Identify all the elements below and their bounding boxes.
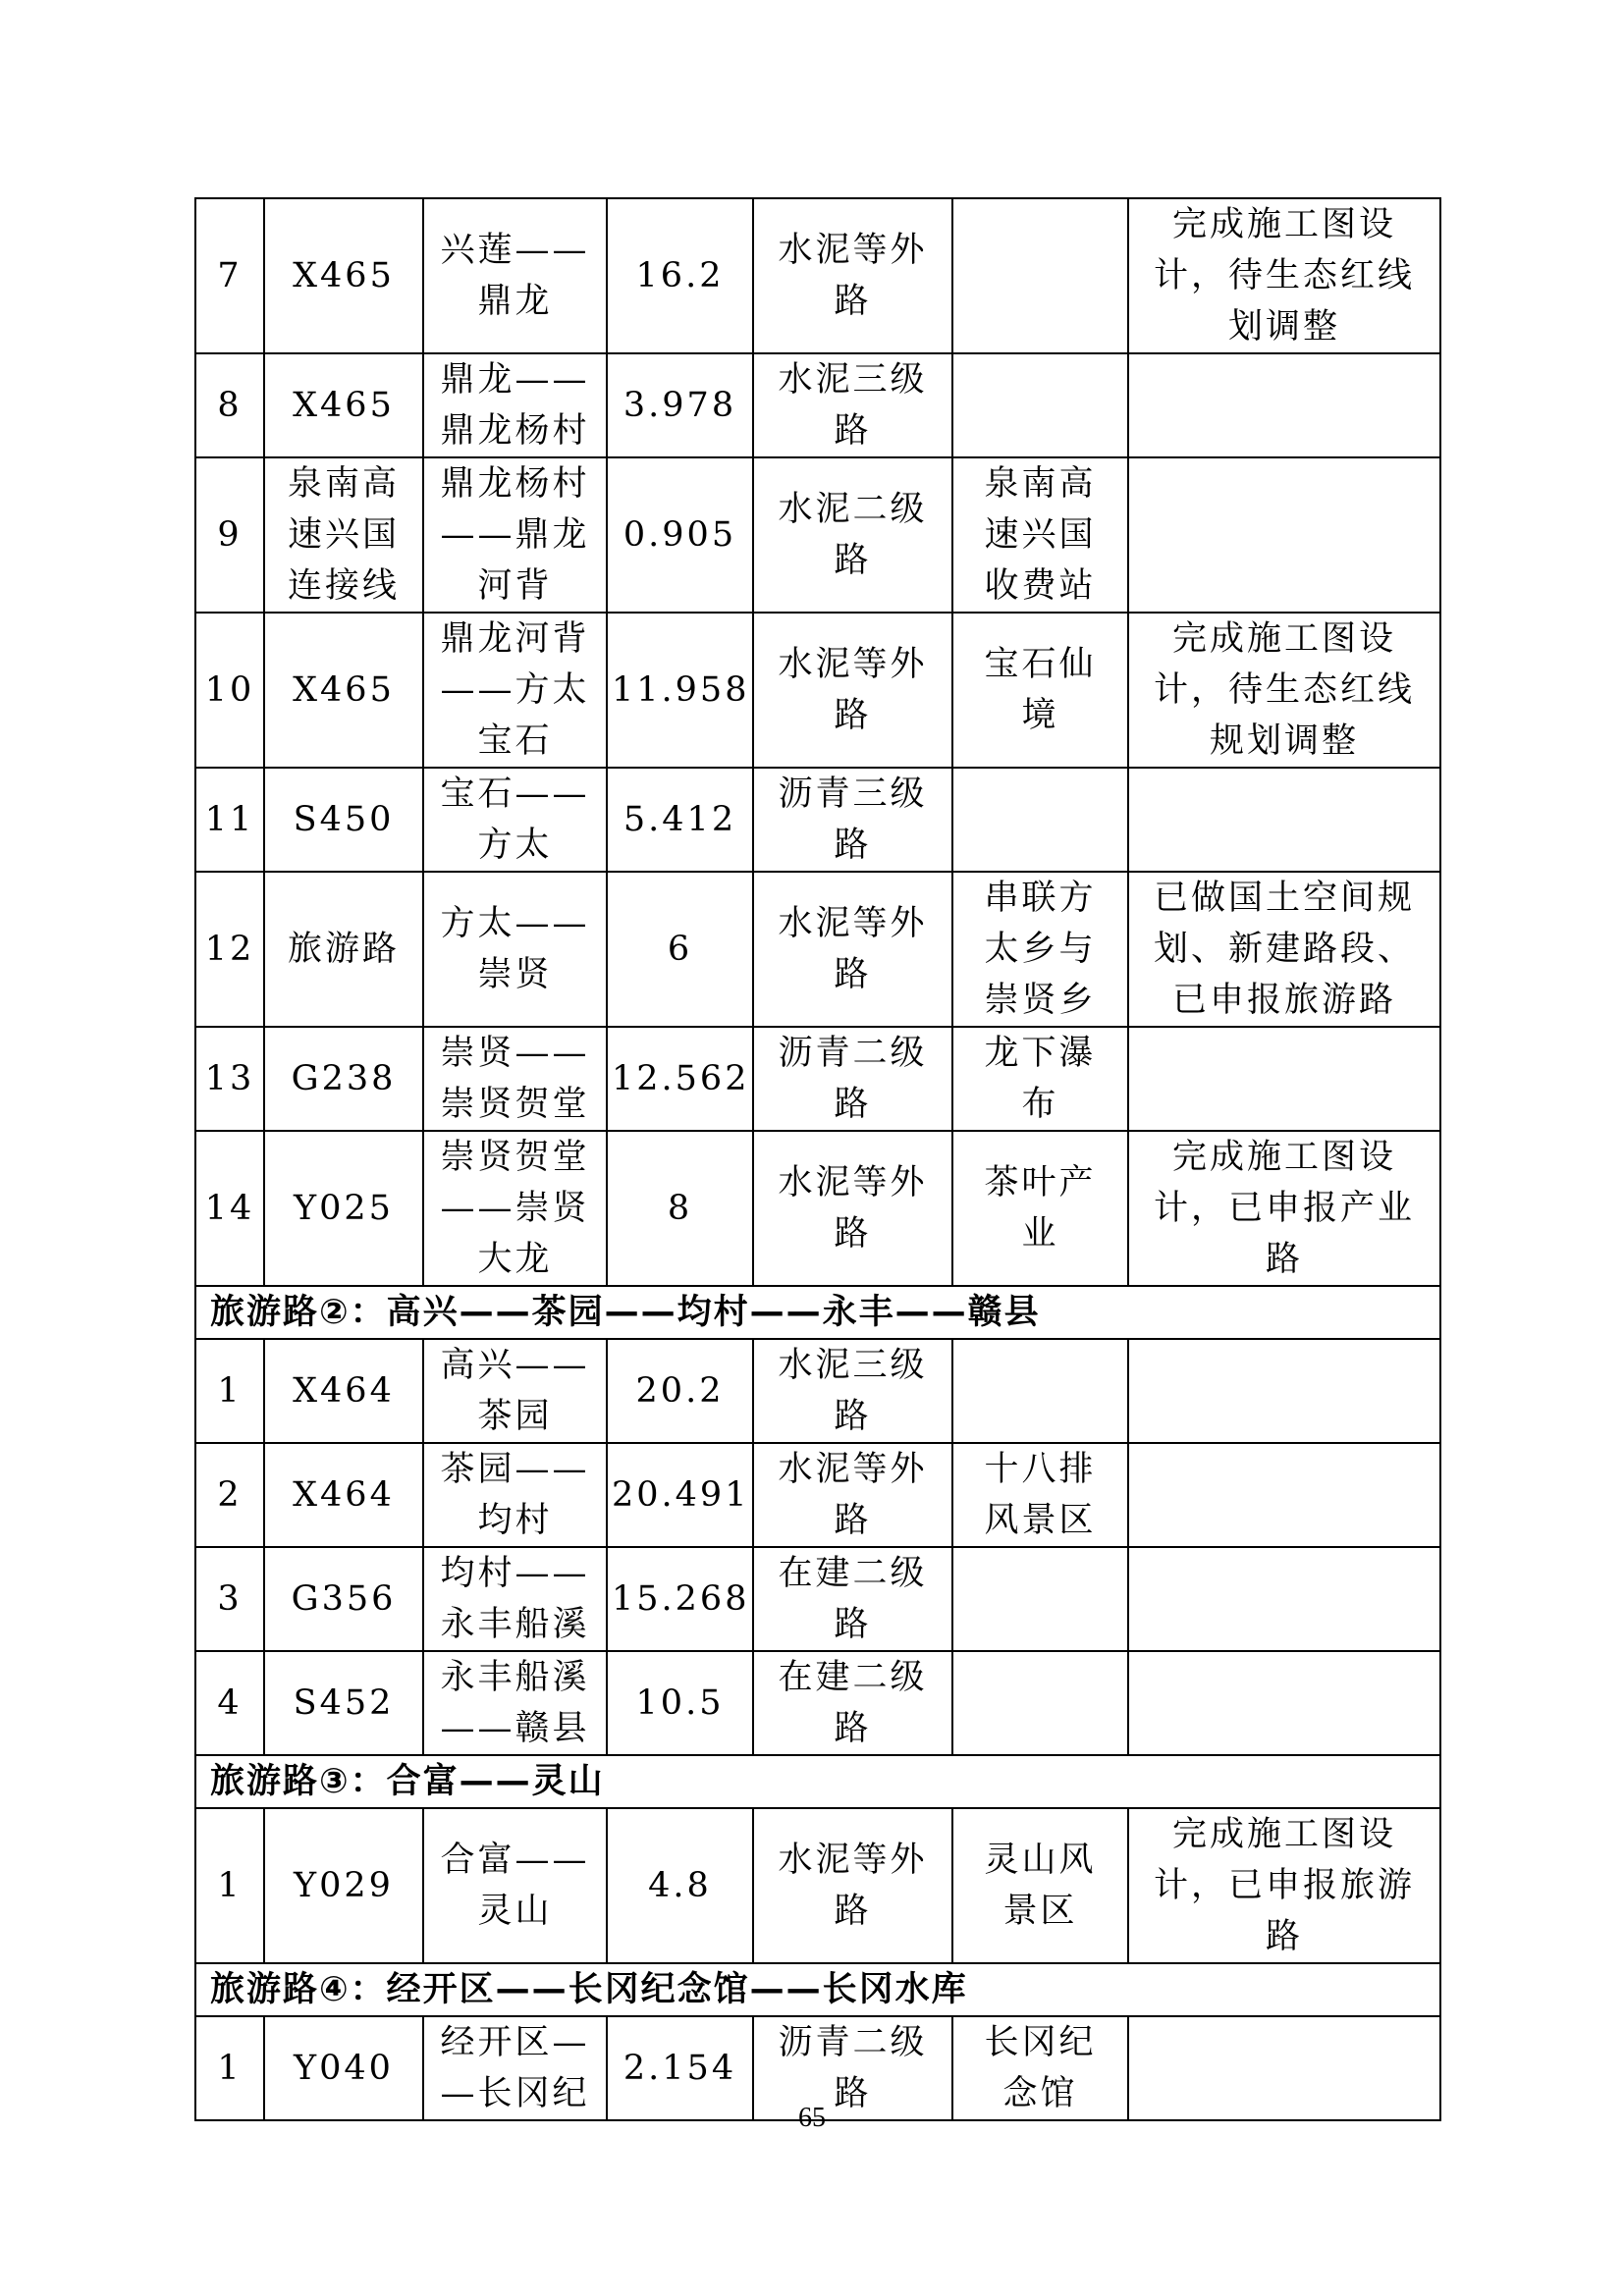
- node-cell: [952, 1547, 1128, 1651]
- node-cell: [952, 768, 1128, 872]
- road-segment-cell: 高兴—— 茶园: [423, 1339, 607, 1443]
- road-segment-cell: 均村—— 永丰船溪: [423, 1547, 607, 1651]
- road-segment-cell: 合富—— 灵山: [423, 1808, 607, 1963]
- grade-cell: 水泥等外 路: [753, 1808, 952, 1963]
- note-cell: 完成施工图设 计，待生态红线 规划调整: [1128, 613, 1440, 768]
- section-header: 旅游路②：高兴——茶园——均村——永丰——赣县: [195, 1286, 1440, 1339]
- page-number: 65: [798, 2103, 826, 2133]
- row-number-cell: 13: [195, 1027, 264, 1131]
- road-code-cell: 旅游路: [264, 872, 423, 1027]
- length-cell: 20.491: [607, 1443, 753, 1547]
- row-number-cell: 12: [195, 872, 264, 1027]
- road-code-cell: S452: [264, 1651, 423, 1755]
- grade-cell: 沥青三级 路: [753, 768, 952, 872]
- table-row: [195, 1131, 1440, 1286]
- note-cell: [1128, 1027, 1440, 1131]
- road-segment-cell: 兴莲—— 鼎龙: [423, 198, 607, 353]
- grade-cell: 水泥三级 路: [753, 353, 952, 457]
- length-cell: 20.2: [607, 1339, 753, 1443]
- grade-cell: 水泥二级 路: [753, 457, 952, 613]
- road-segment-cell: 宝石—— 方太: [423, 768, 607, 872]
- road-code-cell: S450: [264, 768, 423, 872]
- table-row: [195, 198, 1440, 353]
- row-number-cell: 2: [195, 1443, 264, 1547]
- row-number-cell: 8: [195, 353, 264, 457]
- road-segment-cell: 鼎龙杨村 ——鼎龙 河背: [423, 457, 607, 613]
- grade-cell: 沥青二级 路: [753, 2016, 952, 2120]
- node-cell: [952, 353, 1128, 457]
- note-cell: [1128, 1651, 1440, 1755]
- row-number-cell: 11: [195, 768, 264, 872]
- grade-cell: 水泥等外 路: [753, 198, 952, 353]
- length-cell: 5.412: [607, 768, 753, 872]
- road-code-cell: X464: [264, 1339, 423, 1443]
- grade-cell: 水泥三级 路: [753, 1339, 952, 1443]
- row-number-cell: 1: [195, 2016, 264, 2120]
- length-cell: 12.562: [607, 1027, 753, 1131]
- road-code-cell: G356: [264, 1547, 423, 1651]
- row-number-cell: 4: [195, 1651, 264, 1755]
- section-header-row: [195, 1963, 1440, 2016]
- grade-cell: 水泥等外 路: [753, 1443, 952, 1547]
- node-cell: 串联方 太乡与 崇贤乡: [952, 872, 1128, 1027]
- note-cell: [1128, 1547, 1440, 1651]
- grade-cell: 水泥等外 路: [753, 1131, 952, 1286]
- node-cell: 泉南高 速兴国 收费站: [952, 457, 1128, 613]
- row-number-cell: 10: [195, 613, 264, 768]
- row-number-cell: 14: [195, 1131, 264, 1286]
- grade-cell: 在建二级 路: [753, 1651, 952, 1755]
- table-row: [195, 353, 1440, 457]
- node-cell: 十八排 风景区: [952, 1443, 1128, 1547]
- length-cell: 11.958: [607, 613, 753, 768]
- road-segment-cell: 鼎龙河背 ——方太 宝石: [423, 613, 607, 768]
- table-row: [195, 1027, 1440, 1131]
- length-cell: 0.905: [607, 457, 753, 613]
- section-header-row: [195, 1755, 1440, 1808]
- node-cell: 龙下瀑 布: [952, 1027, 1128, 1131]
- table-row: [195, 457, 1440, 613]
- note-cell: 完成施工图设 计，已申报旅游 路: [1128, 1808, 1440, 1963]
- table-row: [195, 1808, 1440, 1963]
- road-table: [194, 197, 1441, 2121]
- table-row: [195, 872, 1440, 1027]
- road-code-cell: X465: [264, 353, 423, 457]
- table-row: [195, 1443, 1440, 1547]
- node-cell: 长冈纪 念馆: [952, 2016, 1128, 2120]
- grade-cell: 在建二级 路: [753, 1547, 952, 1651]
- node-cell: 茶叶产 业: [952, 1131, 1128, 1286]
- length-cell: 15.268: [607, 1547, 753, 1651]
- node-cell: [952, 198, 1128, 353]
- road-code-cell: 泉南高 速兴国 连接线: [264, 457, 423, 613]
- note-cell: [1128, 1339, 1440, 1443]
- section-header-row: [195, 1286, 1440, 1339]
- table-row: [195, 1651, 1440, 1755]
- note-cell: [1128, 353, 1440, 457]
- road-code-cell: X465: [264, 198, 423, 353]
- road-segment-cell: 崇贤—— 崇贤贺堂: [423, 1027, 607, 1131]
- node-cell: [952, 1339, 1128, 1443]
- road-segment-cell: 方太—— 崇贤: [423, 872, 607, 1027]
- length-cell: 2.154: [607, 2016, 753, 2120]
- length-cell: 8: [607, 1131, 753, 1286]
- node-cell: 宝石仙 境: [952, 613, 1128, 768]
- section-header: 旅游路④：经开区——长冈纪念馆——长冈水库: [195, 1963, 1440, 2016]
- node-cell: [952, 1651, 1128, 1755]
- table-row: [195, 768, 1440, 872]
- length-cell: 6: [607, 872, 753, 1027]
- row-number-cell: 7: [195, 198, 264, 353]
- grade-cell: 水泥等外 路: [753, 872, 952, 1027]
- road-segment-cell: 永丰船溪 ——赣县: [423, 1651, 607, 1755]
- note-cell: 完成施工图设 计，待生态红线 划调整: [1128, 198, 1440, 353]
- note-cell: 完成施工图设 计，已申报产业 路: [1128, 1131, 1440, 1286]
- table-row: [195, 1547, 1440, 1651]
- road-code-cell: Y040: [264, 2016, 423, 2120]
- row-number-cell: 3: [195, 1547, 264, 1651]
- road-segment-cell: 茶园—— 均村: [423, 1443, 607, 1547]
- road-segment-cell: 经开区— —长冈纪: [423, 2016, 607, 2120]
- table-row: [195, 613, 1440, 768]
- node-cell: 灵山风 景区: [952, 1808, 1128, 1963]
- road-code-cell: Y029: [264, 1808, 423, 1963]
- note-cell: [1128, 768, 1440, 872]
- length-cell: 10.5: [607, 1651, 753, 1755]
- road-segment-cell: 崇贤贺堂 ——崇贤 大龙: [423, 1131, 607, 1286]
- grade-cell: 沥青二级 路: [753, 1027, 952, 1131]
- length-cell: 3.978: [607, 353, 753, 457]
- row-number-cell: 1: [195, 1339, 264, 1443]
- section-header: 旅游路③：合富——灵山: [195, 1755, 1440, 1808]
- road-code-cell: X464: [264, 1443, 423, 1547]
- length-cell: 16.2: [607, 198, 753, 353]
- row-number-cell: 1: [195, 1808, 264, 1963]
- note-cell: [1128, 1443, 1440, 1547]
- road-code-cell: G238: [264, 1027, 423, 1131]
- note-cell: [1128, 457, 1440, 613]
- length-cell: 4.8: [607, 1808, 753, 1963]
- table-row: [195, 1339, 1440, 1443]
- road-segment-cell: 鼎龙—— 鼎龙杨村: [423, 353, 607, 457]
- road-code-cell: Y025: [264, 1131, 423, 1286]
- row-number-cell: 9: [195, 457, 264, 613]
- note-cell: 已做国土空间规 划、新建路段、 已申报旅游路: [1128, 872, 1440, 1027]
- grade-cell: 水泥等外 路: [753, 613, 952, 768]
- road-code-cell: X465: [264, 613, 423, 768]
